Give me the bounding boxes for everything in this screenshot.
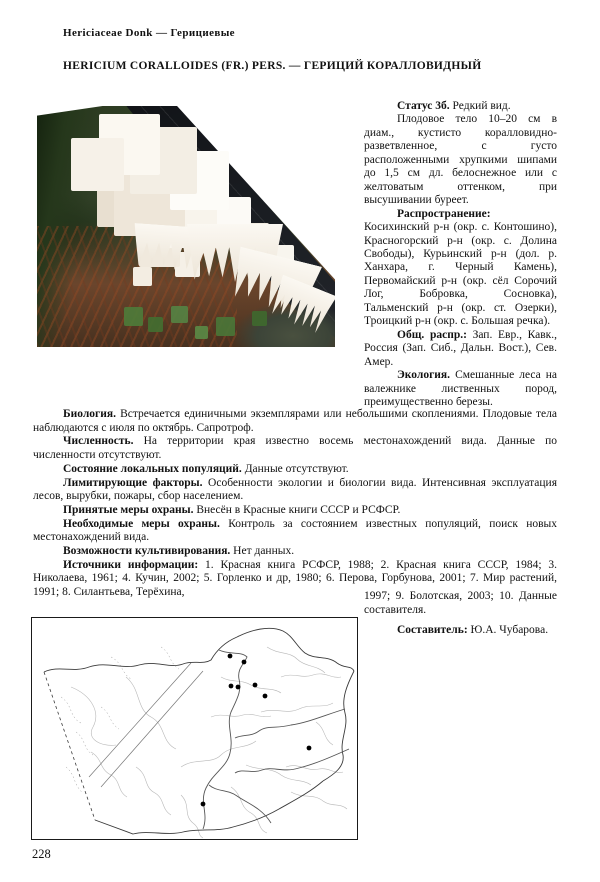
photo-fungus-body	[37, 106, 38, 107]
description-paragraph	[364, 113, 557, 207]
right-text-column	[364, 100, 557, 409]
distribution-text: Косихинский р-н (окр. с. Контошино), Красногорский р-н (окр. с. Долина Свободы), Курьинский р-н (дол. р. Ханхара, г. Черный Камень), Первомайский р-н (окр. сёл Сорочий Лог, Бобровка, Сосновка), Тальменский р-н (окр. ст. Озерки), Троицкий р-н (окр. с. Большая речка).	[364, 221, 557, 328]
record-location-dot	[242, 660, 247, 665]
status-paragraph	[364, 100, 557, 113]
record-location-dot	[263, 694, 268, 699]
limiting-factors-text: Особенности экологии и биологии вида. Интенсивная эксплуатация лесов, вырубки, пожары, сбор населением.	[33, 476, 558, 503]
compiler-paragraph	[364, 624, 557, 638]
general-distribution-text: Зап. Евр., Кавк., Россия (Зап. Сиб., Дальн. Вост.), Сев. Амер.	[364, 328, 558, 368]
abundance-paragraph	[33, 435, 557, 462]
limiting-factors-paragraph	[33, 477, 557, 504]
status-label: Статус 3б.	[397, 100, 450, 112]
main-text-block	[33, 408, 557, 600]
local-populations-paragraph	[33, 463, 557, 477]
description-text: Плодовое тело 10–20 см в диам., кустисто коралловидно-разветвленное, с густо расположенными хрупкими шипами до 1,5 см дл. белоснежное или с желтоватым оттенком, при высушивании буреет.	[364, 113, 557, 207]
sources-text-start: 1. Красная книга РСФСР, 1988; 2. Красная книга СССР, 1984; 3. Николаева, 1961; 4. Кучин, 2002; 5. Горленко и др, 1980; 6. Перова, Горбунова, 2001; 7. Мир растений, 1991; 8. Силантьева, Терёхина,	[33, 558, 557, 599]
limiting-factors-label: Лимитирующие факторы.	[63, 476, 203, 489]
record-location-dot	[307, 746, 312, 751]
sources-text-cont: 1997; 9. Болотская, 2003; 10. Данные составителя.	[364, 590, 557, 616]
sources-label: Источники информации:	[63, 558, 199, 571]
local-populations-text: Данные отсутствуют.	[244, 462, 349, 475]
sources-continuation	[364, 590, 557, 617]
local-populations-label: Состояние локальных популяций.	[63, 462, 242, 475]
biology-text: Встречается единичными экземплярами или небольшими скоплениями. Плодовые тела наблюдаются с июля по октябрь. Сапротроф.	[33, 408, 557, 434]
record-location-dot	[228, 654, 233, 659]
cultivation-paragraph	[33, 545, 557, 559]
compiler-name: Ю.А. Чубарова.	[470, 624, 549, 637]
cultivation-text: Нет данных.	[233, 545, 295, 558]
distribution-paragraph	[364, 208, 557, 329]
protection-taken-paragraph	[33, 504, 557, 518]
ecology-label: Экология.	[397, 369, 451, 382]
photo-clover-leaves	[121, 302, 122, 303]
protection-taken-text: Внесён в Красные книги СССР и РСФСР.	[196, 503, 401, 516]
protection-needed-paragraph	[33, 518, 557, 545]
general-distribution-label: Общ. распр.:	[397, 328, 467, 341]
distribution-label: Распространение:	[397, 207, 491, 220]
record-location-dot	[229, 684, 234, 689]
protection-taken-label: Принятые меры охраны.	[63, 503, 194, 516]
record-location-dot	[253, 683, 258, 688]
species-photo	[37, 106, 335, 347]
record-location-dot	[201, 802, 206, 807]
protection-needed-text: Контроль за состоянием известных популяций, поиск новых местонахождений вида.	[33, 517, 558, 544]
protection-needed-label: Необходимые меры охраны.	[63, 517, 220, 530]
species-title: HERICIUM CORALLOIDES (FR.) PERS. — ГЕРИЦИЙ КОРАЛЛОВИДНЫЙ	[63, 60, 482, 72]
ecology-text: Смешанные леса на валежнике лиственных пород, преимущественно березы.	[364, 369, 558, 408]
general-distribution-paragraph	[364, 329, 557, 369]
status-text: Редкий вид.	[452, 100, 511, 112]
biology-label: Биология.	[63, 408, 116, 420]
cultivation-label: Возможности культивирования.	[63, 545, 231, 558]
abundance-text: На территории края известно восемь местонахождений вида. Данные по численности отсутствуют.	[33, 435, 558, 462]
compiler-label: Составитель:	[397, 624, 468, 637]
page-number: 228	[32, 847, 51, 861]
biology-paragraph	[33, 408, 557, 435]
ecology-paragraph	[364, 369, 557, 409]
sources-continuation-column	[364, 590, 557, 638]
map-border	[32, 618, 358, 840]
family-heading: Hericiaceae Donk — Герициевые	[63, 27, 235, 39]
record-location-dot	[236, 685, 241, 690]
distribution-map-svg	[31, 617, 358, 840]
abundance-label: Численность.	[63, 435, 134, 448]
distribution-map	[31, 617, 358, 840]
